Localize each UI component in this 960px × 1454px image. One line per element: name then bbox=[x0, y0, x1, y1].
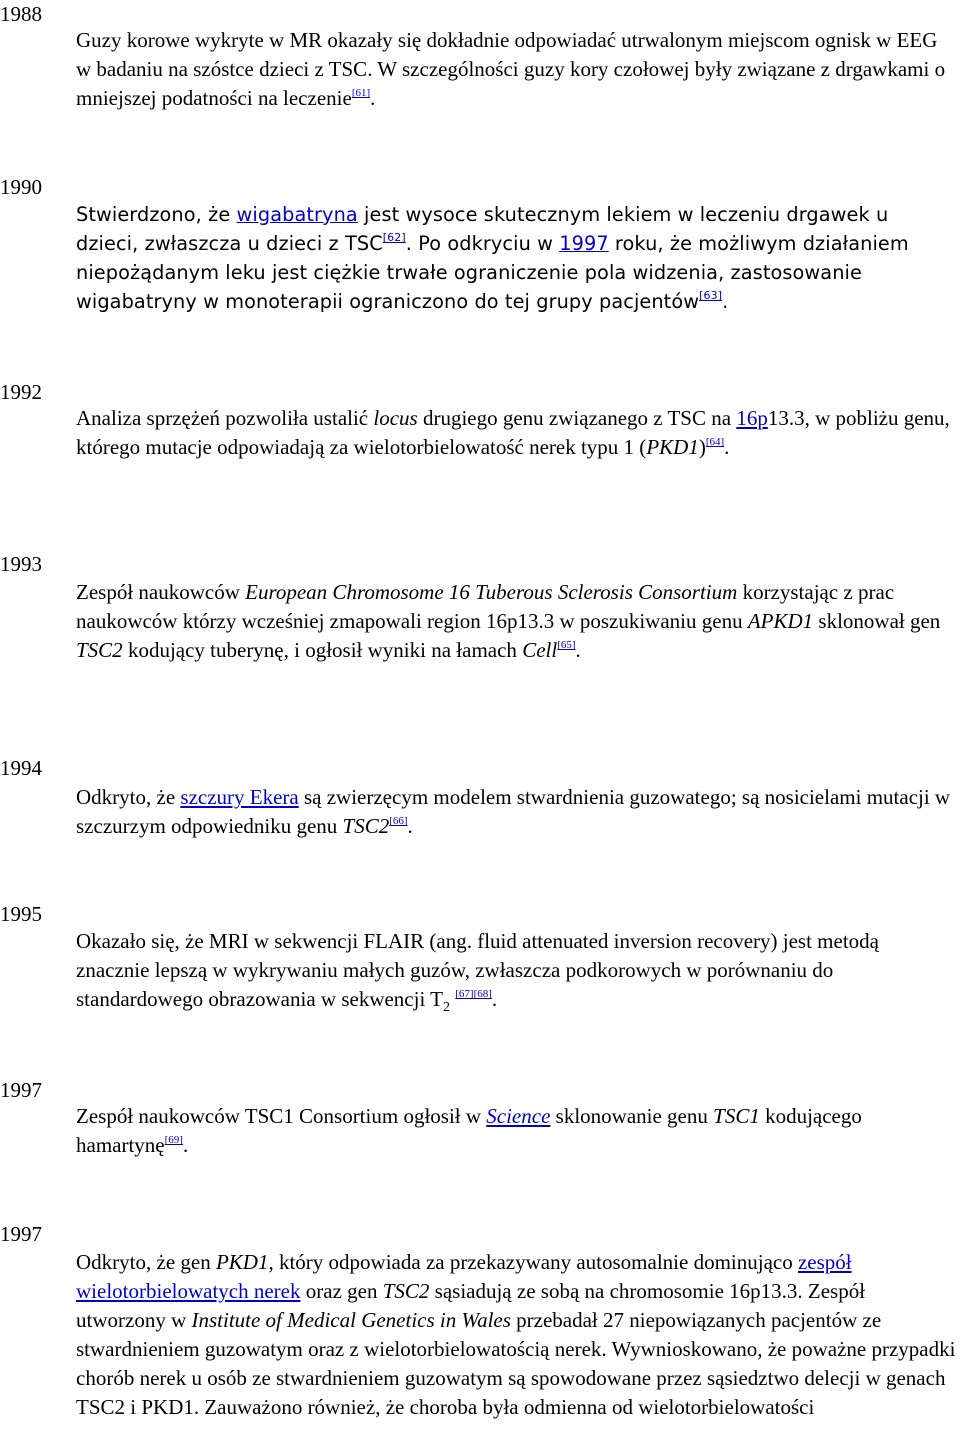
text-run: . bbox=[407, 814, 413, 838]
timeline-entry bbox=[76, 26, 956, 113]
italic-run bbox=[383, 1279, 430, 1303]
year-label: 1995 bbox=[0, 902, 42, 926]
year-label: 1988 bbox=[0, 2, 42, 26]
citation-link[interactable]: [66] bbox=[389, 815, 408, 827]
italic-run bbox=[646, 435, 699, 459]
text-run: , który odpowiada za przekazywany autosomalnie dominująco bbox=[268, 1250, 798, 1274]
text-run: sklonowanie genu bbox=[550, 1104, 714, 1128]
citation-sup bbox=[165, 1134, 183, 1146]
text-run: Stwierdzono, że bbox=[76, 203, 237, 226]
timeline-entry bbox=[76, 927, 956, 1014]
citation-sup bbox=[706, 436, 724, 448]
text-run: . bbox=[370, 86, 376, 110]
citation-sup bbox=[383, 231, 406, 244]
text-run: TSC2 bbox=[382, 1279, 430, 1303]
text-run: 13.3, w pobliżu genu, którego mutacje odpowiadają za wielotorbielowatość nerek typu 1 ( bbox=[76, 406, 950, 459]
text-link[interactable]: 16p bbox=[736, 406, 768, 430]
citation-link[interactable]: [62] bbox=[382, 231, 406, 244]
timeline-entry bbox=[76, 1248, 956, 1422]
subscript bbox=[443, 1000, 450, 1015]
text-run: 2 bbox=[443, 1000, 450, 1016]
year-label: 1997 bbox=[0, 1222, 42, 1246]
text-run: sklonował gen bbox=[813, 609, 941, 633]
citation-link[interactable]: [61] bbox=[351, 87, 371, 99]
italic-run bbox=[522, 638, 557, 662]
italic-run bbox=[216, 1250, 269, 1274]
italic-run bbox=[486, 1104, 550, 1128]
citation-sup bbox=[455, 988, 473, 1000]
text-run: . bbox=[724, 435, 730, 459]
italic-run bbox=[245, 580, 737, 604]
text-link[interactable]: Science bbox=[486, 1104, 551, 1128]
citation-link[interactable]: [67] bbox=[455, 988, 474, 1000]
year-label: 1990 bbox=[0, 175, 42, 199]
citation-link[interactable]: [69] bbox=[164, 1134, 183, 1146]
text-link[interactable]: szczury Ekera bbox=[180, 785, 299, 809]
text-run: . bbox=[722, 290, 729, 313]
text-run: . bbox=[575, 638, 581, 662]
italic-run bbox=[343, 814, 390, 838]
text-run: locus bbox=[373, 406, 418, 430]
italic-run bbox=[748, 609, 813, 633]
timeline-entry bbox=[76, 783, 956, 841]
text-run: TSC2 bbox=[76, 638, 123, 662]
text-run: PKD1 bbox=[646, 435, 699, 459]
citation-sup bbox=[352, 87, 370, 99]
text-link[interactable]: zespół wielotorbielowatych nerek bbox=[76, 1250, 852, 1303]
text-run: Odkryto, że bbox=[76, 785, 181, 809]
citation-sup bbox=[699, 289, 722, 302]
text-run: . bbox=[182, 1133, 189, 1157]
text-run: drugiego genu związanego z TSC na bbox=[417, 406, 737, 430]
text-link[interactable]: wigabatryna bbox=[236, 203, 358, 226]
timeline-entry bbox=[76, 404, 956, 462]
timeline-entry bbox=[76, 1102, 956, 1160]
timeline-entry bbox=[76, 200, 956, 316]
citation-link[interactable]: [63] bbox=[699, 289, 723, 302]
text-run: European Chromosome 16 Tuberous Sclerosis Consortium bbox=[245, 580, 738, 604]
text-run: kodującego hamartynę bbox=[76, 1104, 862, 1157]
text-run: jest wysoce skutecznym lekiem w leczeniu drgawek u dzieci, zwłaszcza u dzieci z TSC bbox=[76, 203, 889, 255]
citation-link[interactable]: [68] bbox=[473, 988, 492, 1000]
citation-sup bbox=[474, 988, 492, 1000]
text-run: Odkryto, że gen bbox=[76, 1250, 216, 1274]
citation-link[interactable]: [64] bbox=[705, 436, 725, 448]
text-run: oraz gen bbox=[300, 1279, 383, 1303]
italic-run bbox=[713, 1104, 760, 1128]
text-run: TSC2 bbox=[342, 814, 390, 838]
text-run: . Po odkryciu w bbox=[405, 232, 560, 255]
text-run: Guzy korowe wykryte w MR okazały się dokładnie odpowiadać utrwalonym miejscom ognisk w EEG w badaniu na szóstce dzieci z TSC. W szczególności guzy kory czołowej były związane z drgawkami o mniejszej podatności na leczenie bbox=[76, 28, 946, 110]
text-run: ) bbox=[698, 435, 706, 459]
year-label: 1994 bbox=[0, 756, 42, 780]
citation-link[interactable]: [65] bbox=[557, 639, 576, 651]
text-run: . bbox=[491, 987, 498, 1011]
year-label: 1993 bbox=[0, 552, 42, 576]
text-run: Analiza sprzężeń pozwoliła ustalić bbox=[76, 406, 374, 430]
text-run: Zespół naukowców bbox=[76, 580, 246, 604]
citation-sup bbox=[389, 815, 407, 827]
text-run: Cell bbox=[522, 638, 558, 662]
year-label: 1992 bbox=[0, 380, 42, 404]
text-run: korzystając z prac naukowców którzy wcześniej zmapowali region 16p13.3 w poszukiwaniu genu bbox=[76, 580, 895, 633]
text-run: Zespół naukowców TSC1 Consortium ogłosił w bbox=[76, 1104, 487, 1128]
text-run: Okazało się, że MRI w sekwencji FLAIR (ang. fluid attenuated inversion recovery) jest metodą znacznie lepszą w wykrywaniu małych guzów, zwłaszcza podkorowych w porównaniu do standardowego obrazowania w sekwencji T bbox=[76, 929, 879, 1011]
text-link[interactable]: 1997 bbox=[559, 232, 609, 255]
italic-run bbox=[191, 1308, 510, 1332]
text-run: sąsiadują ze sobą na chromosomie 16p13.3. Zespół utworzony w bbox=[76, 1279, 866, 1332]
text-run: Institute of Medical Genetics in Wales bbox=[191, 1308, 511, 1332]
text-run: przebadał 27 niepowiązanych pacjentów ze stwardnieniem guzowatym oraz z wielotorbielowatością nerek. Wywnioskowano, że poważne przypadki chorób nerek u osób ze stwardnieniem guzowatym są spowodowane przez sąsiedztwo delecji w genach TSC2 i PKD1. Zauważono również, że choroba była odmienna od wielotorbielowatości bbox=[76, 1308, 956, 1419]
text-run: TSC1 bbox=[713, 1104, 760, 1128]
year-label: 1997 bbox=[0, 1078, 42, 1102]
text-run: PKD1 bbox=[215, 1250, 269, 1274]
italic-run bbox=[76, 638, 123, 662]
text-run: APKD1 bbox=[747, 609, 814, 633]
text-run: są zwierzęcym modelem stwardnienia guzowatego; są nosicielami mutacji w szczurzym odpowiedniku genu bbox=[76, 785, 951, 838]
text-run: kodujący tuberynę, i ogłosił wyniki na łamach bbox=[122, 638, 523, 662]
italic-run bbox=[373, 406, 417, 430]
citation-sup bbox=[557, 639, 575, 651]
timeline-entry bbox=[76, 578, 956, 665]
text-run: roku, że możliwym działaniem niepożądanym leku jest ciężkie trwałe ograniczenie pola widzenia, zastosowanie wigabatryny w monoterapii ograniczono do tej grupy pacjentów bbox=[76, 232, 909, 313]
